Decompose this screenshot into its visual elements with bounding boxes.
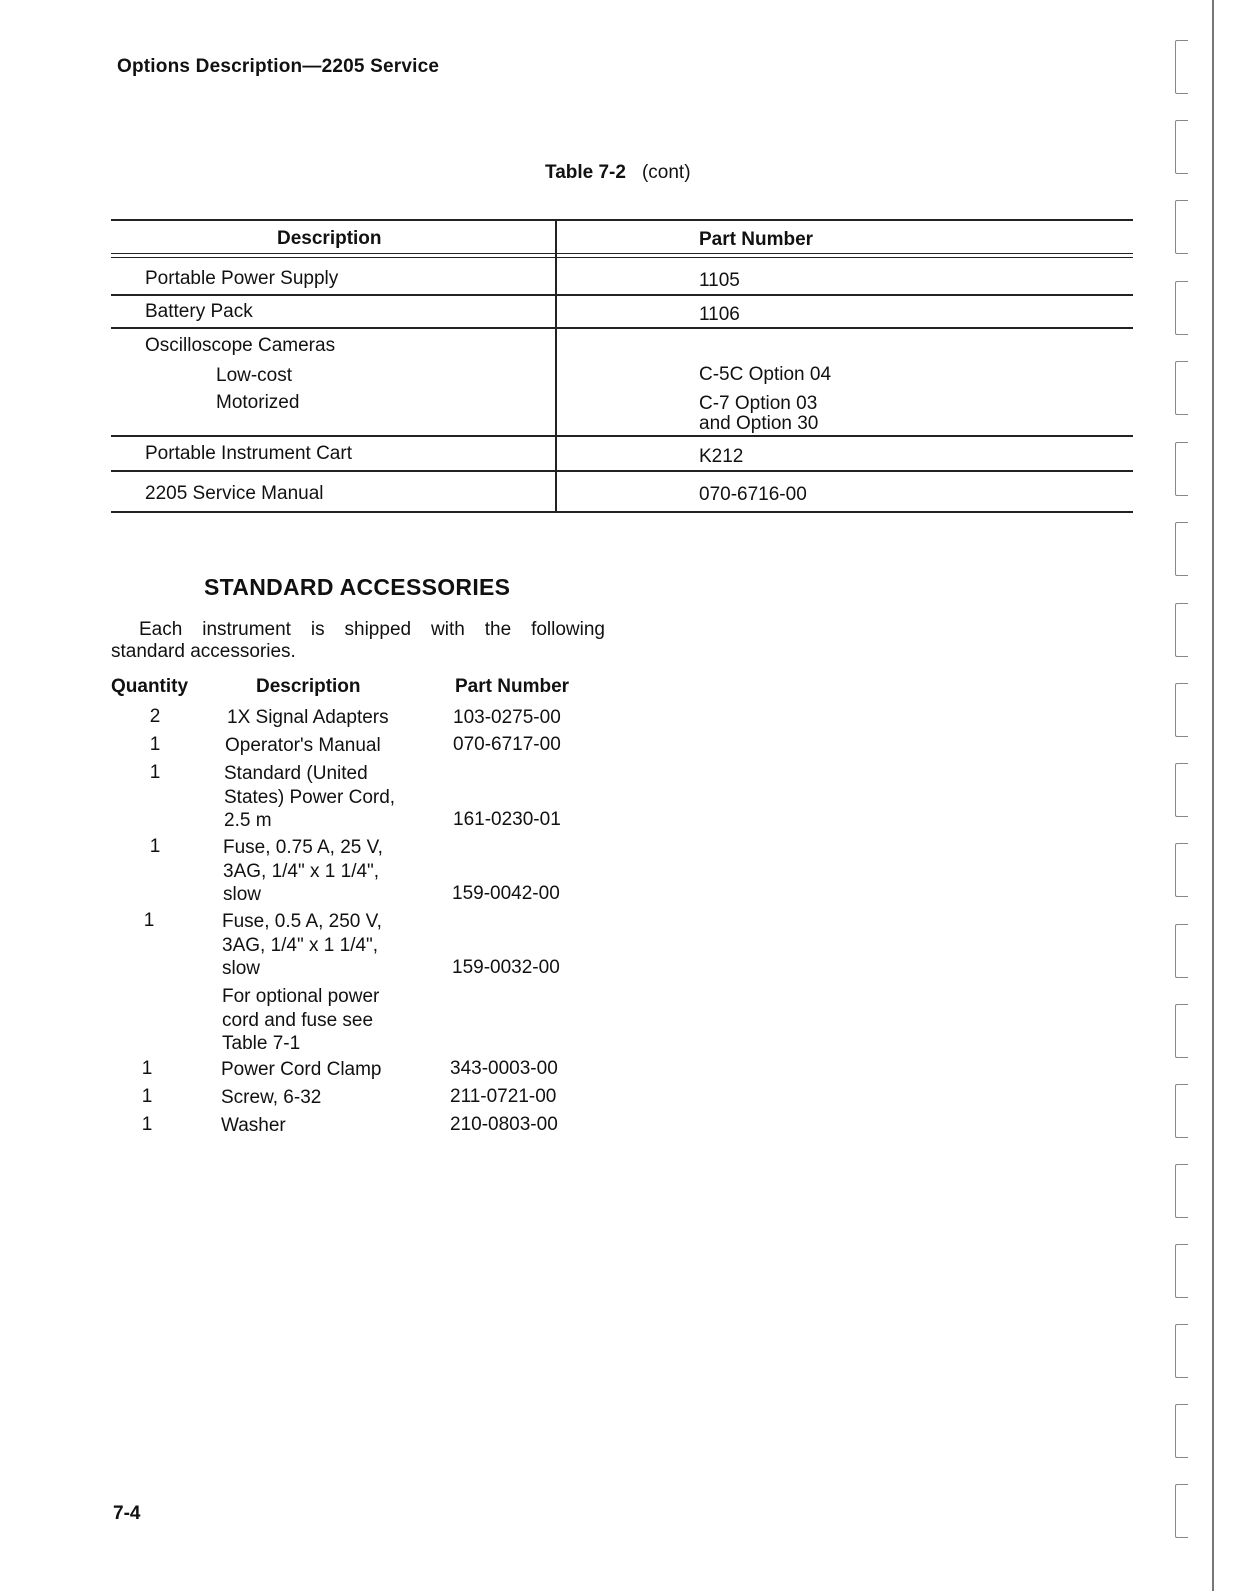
accessory-description <box>225 734 435 758</box>
table-rule <box>111 219 1133 221</box>
page-number: 7-4 <box>113 1503 141 1524</box>
accessory-description <box>222 985 432 1056</box>
binder-tab <box>1175 1004 1188 1058</box>
accessory-quantity: 1 <box>143 910 155 931</box>
accessory-part-number: 343-0003-00 <box>450 1058 558 1079</box>
binder-tab <box>1175 281 1188 335</box>
accessory-description-line: States) Power Cord, <box>224 786 396 808</box>
accessory-description-line: 3AG, 1/4" x 1 1/4", <box>223 860 380 882</box>
table-cell-part-number: 1106 <box>699 304 740 325</box>
table-cell-description: Battery Pack <box>145 301 253 322</box>
accessory-part-number: 210-0803-00 <box>450 1114 558 1135</box>
accessory-description-line: cord and fuse see <box>222 1009 374 1031</box>
accessory-part-number: 161-0230-01 <box>453 809 561 830</box>
table-cell-description: Portable Power Supply <box>145 268 339 289</box>
accessory-description-line: Power Cord Clamp <box>221 1059 382 1080</box>
binder-tab <box>1175 1324 1188 1378</box>
binder-tab <box>1175 763 1188 817</box>
accessory-quantity: 2 <box>149 706 161 727</box>
table-rule <box>111 470 1133 472</box>
table-header-description: Description <box>277 228 382 249</box>
accessories-list <box>111 676 611 1156</box>
accessory-description-line: Screw, 6-32 <box>221 1087 322 1108</box>
accessory-description-line: 3AG, 1/4" x 1 1/4", <box>222 934 379 956</box>
accessory-description <box>227 706 437 730</box>
binder-tab <box>1175 1244 1188 1298</box>
accessory-description <box>223 836 433 907</box>
binder-tab <box>1175 200 1188 254</box>
table-cell-description: Low-cost <box>216 365 293 386</box>
table-cell-part-number: C-5C Option 04 <box>699 364 832 385</box>
binder-tab <box>1175 603 1188 657</box>
table-cell-description: 2205 Service Manual <box>145 483 324 504</box>
accessory-part-number: 070-6717-00 <box>453 734 561 755</box>
table-cell-part-number: C-7 Option 03 <box>699 393 818 414</box>
binder-tab <box>1175 843 1188 897</box>
binder-tab <box>1175 442 1188 496</box>
accessory-part-number: 159-0042-00 <box>452 883 560 904</box>
accessory-description <box>221 1058 431 1082</box>
accessory-description-line: Fuse, 0.5 A, 250 V, <box>222 911 382 932</box>
intro-line: standard accessories. <box>111 641 296 662</box>
accessories-header-quantity: Quantity <box>111 676 189 697</box>
binder-tab <box>1175 1484 1188 1538</box>
accessory-description-line: 1X Signal Adapters <box>227 707 389 728</box>
accessory-quantity: 1 <box>149 836 161 857</box>
parts-table <box>111 219 1133 522</box>
accessory-description-line: Table 7-1 <box>222 1033 301 1054</box>
table-header-part-number: Part Number <box>699 229 814 250</box>
table-column-divider <box>555 219 557 512</box>
intro-line: Each instrument is shipped with the following <box>139 619 605 640</box>
accessory-description-line: For optional power <box>222 986 380 1007</box>
table-cell-part-number-line2: and Option 30 <box>699 413 819 434</box>
binder-tab <box>1175 361 1188 415</box>
table-cell-description: Motorized <box>216 392 300 413</box>
binder-tab <box>1175 40 1188 94</box>
accessory-description-line: Washer <box>221 1115 286 1136</box>
accessory-quantity: 1 <box>141 1058 153 1079</box>
table-rule <box>111 435 1133 437</box>
accessory-part-number: 159-0032-00 <box>452 957 560 978</box>
binder-tab <box>1175 120 1188 174</box>
binder-tab <box>1175 1164 1188 1218</box>
binder-tab <box>1175 924 1188 978</box>
accessory-description-line: slow <box>222 958 261 979</box>
accessory-description <box>224 762 434 833</box>
table-cell-description: Oscilloscope Cameras <box>145 335 336 356</box>
table-cell-description: Portable Instrument Cart <box>145 443 352 464</box>
page-edge <box>1212 0 1214 1591</box>
accessory-quantity: 1 <box>149 734 161 755</box>
accessory-description-line: Operator's Manual <box>225 735 381 756</box>
table-rule <box>111 327 1133 329</box>
accessories-header-description: Description <box>256 676 361 697</box>
table-caption-suffix: (cont) <box>641 162 691 183</box>
accessory-quantity: 1 <box>149 762 161 783</box>
binder-tab <box>1175 1084 1188 1138</box>
table-caption <box>545 162 691 184</box>
accessory-description <box>222 910 432 981</box>
accessory-description <box>221 1114 431 1138</box>
section-title: STANDARD ACCESSORIES <box>204 574 511 600</box>
accessory-quantity: 1 <box>141 1114 153 1135</box>
page-header: Options Description—2205 Service <box>117 56 440 77</box>
binder-tab <box>1175 683 1188 737</box>
accessory-part-number: 211-0721-00 <box>450 1086 557 1107</box>
accessory-description-line: slow <box>223 884 262 905</box>
accessory-description-line: 2.5 m <box>224 810 272 831</box>
table-cell-part-number: 070-6716-00 <box>699 484 807 505</box>
table-rule <box>111 257 1133 258</box>
accessory-description <box>221 1086 431 1110</box>
accessory-description-line: Fuse, 0.75 A, 25 V, <box>223 837 383 858</box>
binder-tab <box>1175 1404 1188 1458</box>
table-caption-label: Table 7-2 <box>545 162 626 183</box>
table-rule <box>111 511 1133 513</box>
table-cell-part-number: 1105 <box>699 270 740 291</box>
accessories-header-part-number: Part Number <box>455 676 570 697</box>
accessory-part-number: 103-0275-00 <box>453 707 561 728</box>
table-cell-part-number: K212 <box>699 446 744 467</box>
table-rule <box>111 294 1133 296</box>
table-rule <box>111 253 1133 254</box>
intro-paragraph <box>111 619 605 663</box>
accessory-quantity: 1 <box>141 1086 153 1107</box>
binder-tab <box>1175 522 1188 576</box>
accessory-description-line: Standard (United <box>224 763 368 784</box>
